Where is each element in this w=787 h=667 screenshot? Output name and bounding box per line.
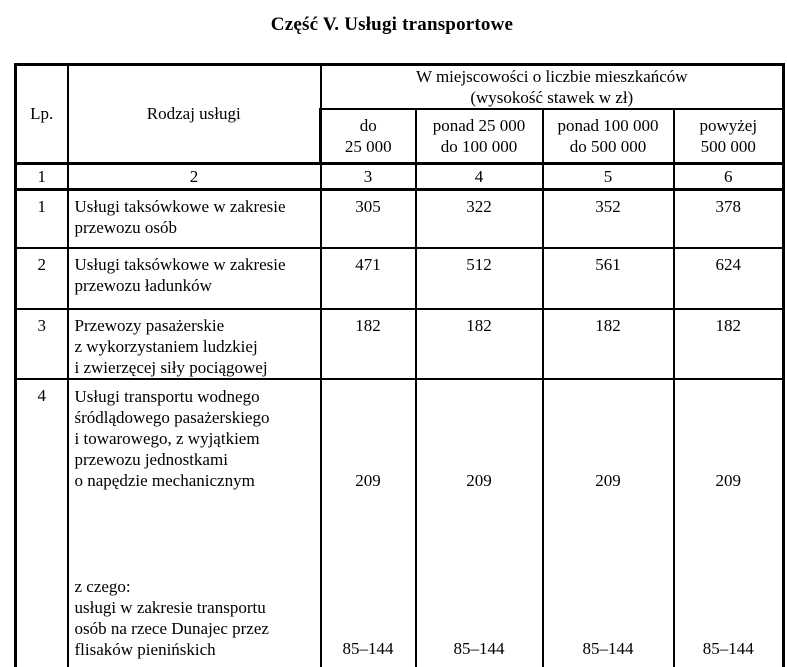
header-row-group [16,65,784,110]
rate-value: 182 [416,309,543,379]
header-col-line: do 100 000 [440,136,518,156]
rate-value: 322 [416,189,543,248]
column-number-4: 4 [416,163,543,189]
header-col-line: 500 000 [700,136,756,156]
service-line: i zwierzęcej siły pociągowej [74,358,268,377]
header-col-line: powyżej [699,115,758,135]
table-row-taxi-passengers [16,189,784,248]
service-line: przewozu osób [74,217,177,237]
service-description-spacer [75,491,316,576]
rate-value: 182 [321,309,416,379]
header-col-25000-100000 [416,109,543,163]
rate-value: 352 [543,189,674,248]
page-title: Część V. Usługi transportowe [270,14,514,35]
header-population-group [321,65,784,110]
header-lp: Lp. [16,65,68,164]
column-number-3: 3 [321,163,416,189]
service-line: Usługi taksówkowe w zakresie [74,196,286,216]
service-line: śródlądowego pasażerskiego [74,408,270,427]
rate-value: 209 [466,471,492,490]
rate-value: 182 [543,309,674,379]
header-col-upto-25000 [321,109,416,163]
rate-value: 209 [715,471,742,490]
rate-value: 209 [595,471,621,490]
header-col-line: 25 000 [344,136,392,156]
header-col-100000-500000 [543,109,674,163]
header-service-type: Rodzaj usługi [68,65,321,164]
table-row-animal-drawn-transport [16,309,784,379]
rate-value-range: 85–144 [582,639,634,658]
service-line: osób na rzece Dunajec przez [74,619,269,638]
row-number: 4 [16,379,68,667]
column-number-6: 6 [674,163,784,189]
rate-value: 512 [416,248,543,309]
column-number-5: 5 [543,163,674,189]
column-number-row [16,163,784,189]
service-line: i towarowego, z wyjątkiem [74,429,260,448]
service-line: przewozu ładunków [74,276,212,295]
column-number-1: 1 [16,163,68,189]
rate-value-cell [543,379,674,667]
header-col-line: do [359,115,377,135]
rate-value: 561 [543,248,674,309]
service-line: Usługi taksówkowe w zakresie [74,255,286,274]
header-col-line: ponad 25 000 [432,115,526,135]
row-number: 1 [16,189,68,248]
rate-value-range: 85–144 [453,639,505,658]
column-number-2: 2 [68,163,321,189]
service-description [68,248,321,309]
rate-value-cell [416,379,543,667]
header-population-line1: W miejscowości o liczbie mieszkańców [415,67,688,86]
rate-value-cell [674,379,784,667]
service-line: przewozu jednostkami [74,450,228,469]
service-line: z czego: [74,577,131,596]
table-row-inland-water-transport [16,379,784,667]
rate-value: 305 [321,189,416,248]
rate-value: 471 [321,248,416,309]
rate-value: 378 [674,189,784,248]
row-number: 3 [16,309,68,379]
rate-value-range: 85–144 [702,639,754,658]
service-description [68,379,321,667]
header-col-over-500000 [674,109,784,163]
table-row-taxi-cargo [16,248,784,309]
header-col-line: ponad 100 000 [557,115,659,135]
rate-value-range: 85–144 [342,639,394,658]
service-line: z wykorzystaniem ludzkiej [74,337,258,356]
transport-rates-table [14,63,785,667]
service-description [68,309,321,379]
header-col-line: do 500 000 [569,136,647,156]
service-line: Przewozy pasażerskie [74,316,225,335]
service-line: Usługi transportu wodnego [74,387,260,406]
service-line: o napędzie mechanicznym [74,471,255,490]
row-number: 2 [16,248,68,309]
rate-value: 182 [674,309,784,379]
rate-value-cell [321,379,416,667]
service-line: flisaków pienińskich [74,640,216,659]
header-population-line2: (wysokość stawek w zł) [470,88,634,107]
service-line: usługi w zakresie transportu [74,598,266,617]
service-description [68,189,321,248]
rate-value: 624 [674,248,784,309]
rate-value: 209 [355,471,381,490]
